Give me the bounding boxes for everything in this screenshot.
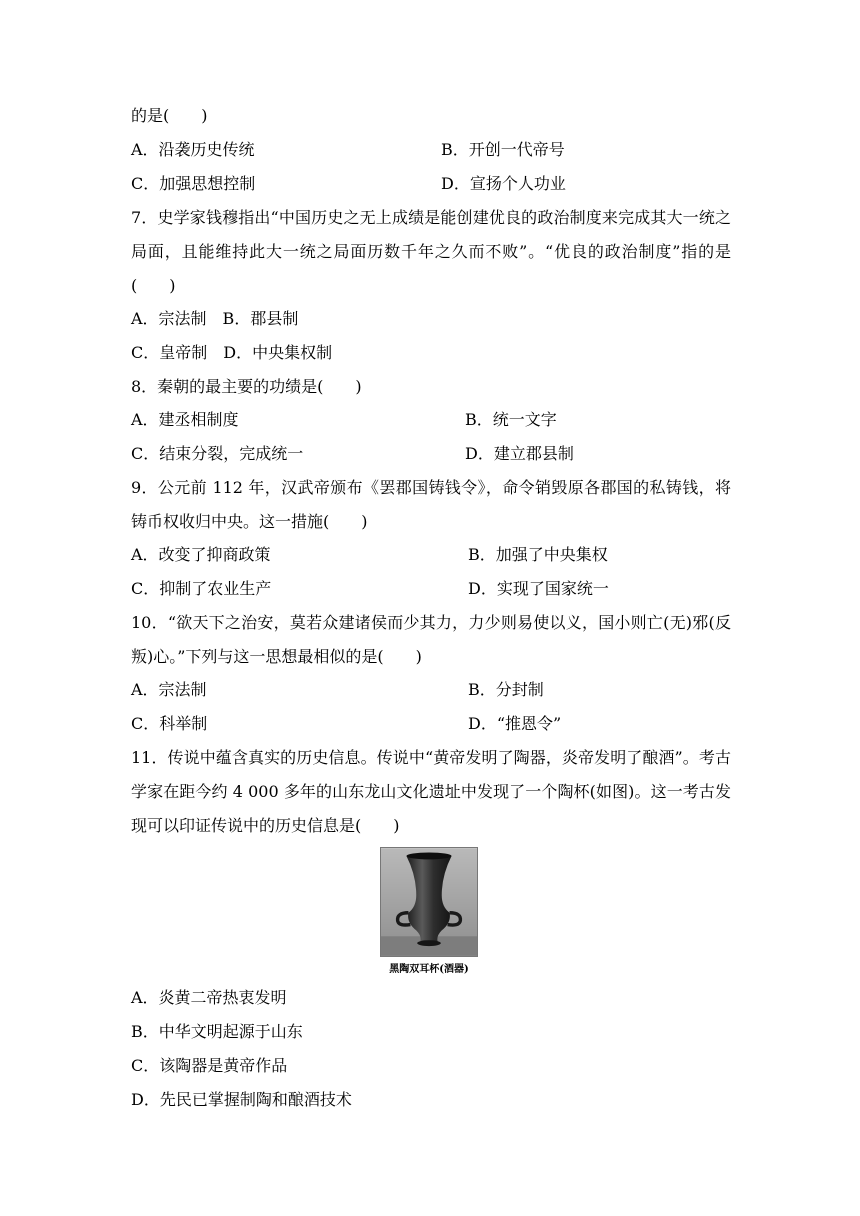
black-pottery-cup-photo: [380, 847, 478, 957]
q10-option-c: C．科举制: [131, 714, 208, 733]
q9-option-b: B．加强了中央集权: [468, 545, 608, 564]
q10-stem: 10．“欲天下之治安，莫若众建诸侯而少其力，力少则易使以义，国小则亡(无)邪(反叛)心。”下列与这一思想最相似的是( ): [131, 613, 731, 666]
q10-option-a: A．宗法制: [131, 680, 207, 699]
q6-stem-tail: 的是( ): [131, 106, 208, 125]
q6-option-d: D．宣扬个人功业: [441, 174, 566, 193]
q6-option-c: C．加强思想控制: [131, 174, 256, 193]
figure-caption: 黑陶双耳杯(酒器): [389, 964, 469, 975]
q7-options-row-1: A．宗法制 B．郡县制: [131, 309, 299, 328]
q7-options-row-2: C．皇帝制 D．中央集权制: [131, 343, 333, 362]
q9-stem: 9．公元前 112 年，汉武帝颁布《罢郡国铸钱令》，命令销毁原各郡国的私铸钱，将铸币权收归中央。这一措施( ): [131, 478, 731, 531]
q7-stem: 7．史学家钱穆指出“中国历史之无上成绩是能创建优良的政治制度来完成其大一统之局面，且能维持此大一统之局面历数千年之久而不败”。“优良的政治制度”指的是( ): [131, 208, 731, 295]
q11-option-d: D．先民已掌握制陶和酿酒技术: [131, 1090, 352, 1109]
q6-option-b: B．开创一代帝号: [441, 140, 565, 159]
q10-option-b: B．分封制: [468, 680, 544, 699]
q8-option-d: D．建立郡县制: [465, 444, 574, 463]
q9-option-a: A．改变了抑商政策: [131, 545, 271, 564]
q11-option-b: B．中华文明起源于山东: [131, 1022, 303, 1041]
q6-option-a: A．沿袭历史传统: [131, 140, 255, 159]
q9-option-d: D．实现了国家统一: [468, 579, 609, 598]
q11-stem: 11．传说中蕴含真实的历史信息。传说中“黄帝发明了陶器，炎帝发明了酿酒”。考古学家在距今约 4 000 多年的山东龙山文化遗址中发现了一个陶杯(如图)。这一考古发现可以印证传说中的历史信息是( ): [131, 748, 731, 835]
q11-option-c: C．该陶器是黄帝作品: [131, 1056, 288, 1075]
q8-option-c: C．结束分裂，完成统一: [131, 444, 304, 463]
q8-stem: 8．秦朝的最主要的功绩是( ): [131, 377, 362, 396]
pottery-cup-figure: [380, 847, 478, 977]
q9-option-c: C．抑制了农业生产: [131, 579, 272, 598]
q10-option-d: D．“推恩令”: [468, 714, 562, 733]
q8-option-a: A．建丞相制度: [131, 410, 239, 429]
q8-option-b: B．统一文字: [465, 410, 557, 429]
q11-option-a: A．炎黄二帝热衷发明: [131, 988, 287, 1007]
